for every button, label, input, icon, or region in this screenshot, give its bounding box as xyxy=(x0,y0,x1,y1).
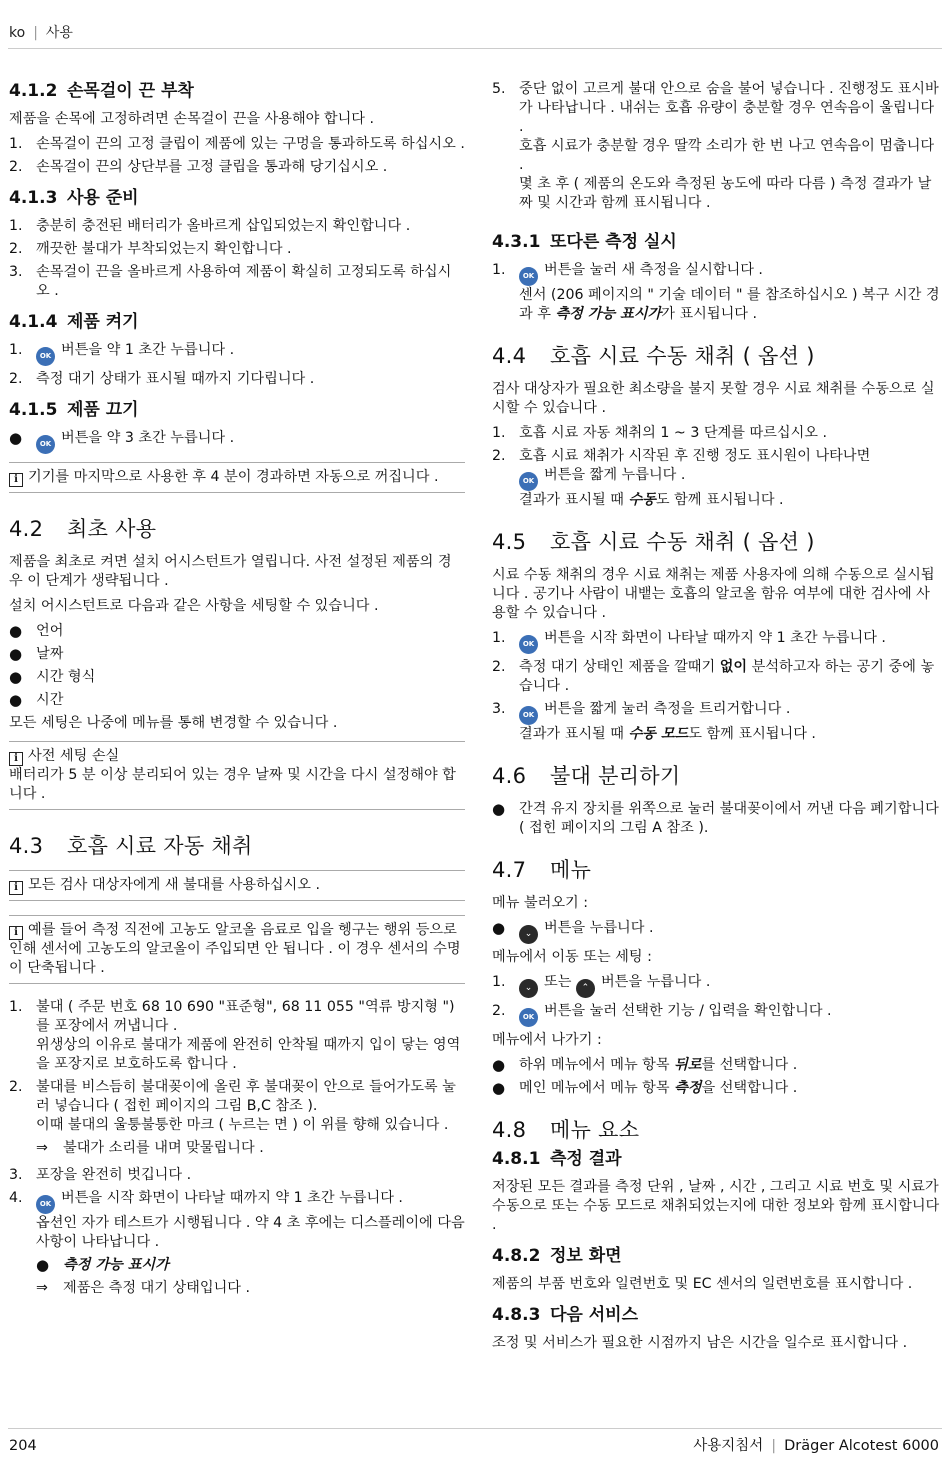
list-item: 1. 손목걸이 끈의 고정 클립이 제품에 있는 구멍을 통과하도록 하십시오 . xyxy=(9,136,465,152)
page-number: 204 xyxy=(9,1438,37,1454)
list-item-text: 도 함께 표시됩니다 . xyxy=(688,726,816,742)
list-item xyxy=(9,668,465,687)
list-item xyxy=(492,1056,942,1075)
list-item: 3. 포장을 완전히 벗깁니다 . xyxy=(9,1166,465,1185)
list-item-text: 깨끗한 불대가 부착되었는지 확인합니다 . xyxy=(36,241,292,257)
menu-item-name: 측정 xyxy=(674,1080,702,1096)
list-item xyxy=(492,919,942,944)
list-item-text: 손목걸이 끈의 상단부를 고정 클립을 통과해 당기십시오 . xyxy=(36,159,388,175)
ok-button-icon: OK xyxy=(36,347,55,366)
section-heading xyxy=(492,231,942,253)
section-heading xyxy=(492,1245,942,1267)
list-item: 4. OK 버튼을 시작 화면이 나타날 때까지 약 1 초간 누릅니다 . 옵션인 자가 테스트가 시행됩니다 . 약 4 초 후에는 디스플레이에 다음 사항이 나타납니다 . ● 측정 가능 표시가 ⇒ 제품은 측정 대기 상태입니다 . xyxy=(9,1190,465,1296)
list-item-text: 하위 메뉴에서 메뉴 항목 xyxy=(519,1057,675,1073)
paragraph: 검사 대상자가 필요한 최소량을 불지 못할 경우 시료 채취를 수동으로 실시할 수 있습니다 . xyxy=(492,381,935,416)
ok-button-icon: OK xyxy=(519,635,538,654)
list-item-text: 버튼을 짧게 누릅니다 . xyxy=(544,467,686,483)
list-item-text: 버튼을 시작 화면이 나타날 때까지 약 1 초간 누릅니다 . xyxy=(61,1190,403,1206)
list-item-text: 불대가 소리를 내며 맞물립니다 . xyxy=(63,1140,264,1156)
list-item-text: 를 선택합니다 . xyxy=(701,1057,798,1073)
list-item-text: 몇 초 후 ( 제품의 온도와 측정된 농도에 따라 다름 ) 측정 결과가 날짜 및 시간과 함께 표시됩니다 . xyxy=(519,176,932,211)
ok-button-icon: OK xyxy=(519,267,538,286)
list-item-text: 포장을 완전히 벗깁니다 . xyxy=(36,1167,192,1183)
section-number: 4.3 xyxy=(9,834,44,858)
down-button-icon: ⌄ xyxy=(519,979,538,998)
section-title: 측정 결과 xyxy=(550,1149,622,1169)
list-item-text: 위생상의 이유로 불대가 제품에 완전히 안착될 때까지 입이 닿는 영역을 포장지로 보호하도록 합니다 . xyxy=(36,1037,461,1072)
section-title: 정보 화면 xyxy=(550,1246,622,1266)
paragraph: 제품을 최초로 켜면 설치 어시스턴트가 열립니다. 사전 설정된 제품의 경우 이 단계가 생략됩니다 . xyxy=(9,554,452,589)
paragraph: 모든 세팅은 나중에 메뉴를 통해 변경할 수 있습니다 . xyxy=(9,715,338,731)
list-item-text: 언어 xyxy=(36,623,64,639)
section-4-4 xyxy=(492,342,942,510)
section-number: 4.5 xyxy=(492,530,527,554)
section-heading xyxy=(492,342,942,370)
list-item xyxy=(9,691,465,710)
result-line xyxy=(36,1279,465,1298)
page-header: ko | 사용 xyxy=(9,25,73,41)
section-4-1-4 xyxy=(9,311,465,389)
list-item: 3. OK 버튼을 짧게 눌러 측정을 트리거합니다 . 결과가 표시될 때 수동 모드도 함께 표시됩니다 . xyxy=(492,701,816,742)
section-title: 다음 서비스 xyxy=(550,1305,639,1325)
section-title: 최초 사용 xyxy=(67,517,157,541)
section-number: 4.1.3 xyxy=(9,188,58,208)
list-item-text: 버튼을 눌러 새 측정을 실시합니다 . xyxy=(544,262,763,278)
list-item-text: 제품은 측정 대기 상태입니다 . xyxy=(63,1280,251,1296)
paragraph: 설치 어시스턴트로 다음과 같은 사항을 세팅할 수 있습니다 . xyxy=(9,598,379,614)
info-note xyxy=(9,462,465,493)
section-heading xyxy=(9,399,465,421)
list-item-text: 측정 대기 상태인 제품을 깔때기 xyxy=(519,659,720,675)
bullet-icon: ● xyxy=(9,668,23,686)
bullet-icon: ● xyxy=(9,429,23,447)
footer-divider xyxy=(8,1428,942,1429)
list-item: 2. OK 버튼을 눌러 선택한 기능 / 입력을 확인합니다 . xyxy=(492,1002,942,1027)
list-item: 2. 측정 대기 상태가 표시될 때까지 기다립니다 . xyxy=(9,370,465,389)
info-icon: i xyxy=(9,473,23,487)
list-item: 1. 충분히 충전된 배터리가 올바르게 삽입되었는지 확인합니다 . xyxy=(9,217,465,236)
display-text: 측정 가능 표시가 xyxy=(63,1257,169,1273)
list-item: 2. 깨끗한 불대가 부착되었는지 확인합니다 . xyxy=(9,240,465,259)
emphasis-text: 없이 xyxy=(719,659,748,675)
section-number: 4.8.2 xyxy=(492,1246,541,1266)
section-4-2 xyxy=(9,515,465,810)
section-title: 제품 켜기 xyxy=(67,312,139,332)
bullet-icon: ● xyxy=(36,1256,50,1274)
section-title: 호흡 시료 수동 채취 ( 옵션 ) xyxy=(550,530,815,554)
note-text: 배터리가 5 분 이상 분리되어 있는 경우 날짜 및 시간을 다시 설정해야 합니다 . xyxy=(9,767,456,802)
header-divider xyxy=(8,48,942,49)
section-title: 메뉴 요소 xyxy=(550,1118,640,1142)
menu-item-name: 뒤로 xyxy=(674,1057,702,1073)
list-item: 1. OK 버튼을 시작 화면이 나타날 때까지 약 1 초간 누릅니다 . xyxy=(492,629,942,654)
list-item xyxy=(9,429,465,454)
list-item xyxy=(9,622,465,641)
bullet-icon: ● xyxy=(9,645,23,663)
up-button-icon: ⌃ xyxy=(576,979,595,998)
info-note xyxy=(9,870,465,901)
list-item-text: 불대 ( 주문 번호 68 10 690 "표준형", 68 11 055 "역류 방지형 ") 를 포장에서 꺼냅니다 . xyxy=(36,999,455,1034)
bullet-icon: ● xyxy=(492,1079,506,1097)
section-4-3-1 xyxy=(492,231,942,324)
section-4-6 xyxy=(492,762,942,838)
section-heading xyxy=(492,1304,942,1326)
list-item: 3. 손목걸이 끈을 올바르게 사용하여 제품이 확실히 고정되도록 하십시오 . xyxy=(9,263,465,301)
list-item: 2. 불대를 비스듬히 불대꽂이에 올린 후 불대꽂이 안으로 들어가도록 눌러 넣습니다 ( 접힌 페이지의 그림 B,C 참조 ). 이때 불대의 울퉁불퉁한 마크 ( 누르는 면 ) 이 위를 향해 있습니다 . ⇒ 불대가 소리를 내며 맞물립니다 . xyxy=(9,1078,465,1162)
section-number: 4.3.1 xyxy=(492,232,541,252)
list-item: 2. 손목걸이 끈의 상단부를 고정 클립을 통과해 당기십시오 . xyxy=(9,158,465,177)
note-title: 사전 세팅 손실 xyxy=(28,748,120,764)
list-item-text: 을 선택합니다 . xyxy=(701,1080,798,1096)
list-item-text: 또는 xyxy=(544,974,572,990)
paragraph: 저장된 모든 결과를 측정 단위 , 날짜 , 시간 , 그리고 시료 번호 및 시료가 수동으로 또는 수동 모드로 채취되었는지에 대한 정보와 함께 표시합니다 . xyxy=(492,1179,940,1233)
footer-product: Dräger Alcotest 6000 xyxy=(784,1438,939,1454)
list-item: 1. OK 버튼을 눌러 새 측정을 실시합니다 . 센서 (206 페이지의 " 기술 데이터 " 를 참조하십시오 ) 복구 시간 경과 후 측정 가능 표시가가 표시됩니다 . xyxy=(492,262,940,322)
section-title: 제품 끄기 xyxy=(67,400,139,420)
list-item-text: 버튼을 누릅니다 . xyxy=(544,920,654,936)
note-text: 기기를 마지막으로 사용한 후 4 분이 경과하면 자동으로 꺼집니다 . xyxy=(28,469,439,485)
bullet-icon: ● xyxy=(9,622,23,640)
list-item-text: 시간 xyxy=(36,692,64,708)
section-title: 불대 분리하기 xyxy=(550,764,681,788)
section-heading xyxy=(492,528,942,556)
ok-button-icon: OK xyxy=(519,1008,538,1027)
paragraph: 제품의 부품 번호와 일련번호 및 EC 센서의 일련번호를 표시합니다 . xyxy=(492,1276,913,1292)
list-item: 1. 호흡 시료 자동 채취의 1 ~ 3 단계를 따르십시오 . xyxy=(492,424,942,443)
bullet-icon: ● xyxy=(492,800,506,818)
left-column xyxy=(9,80,465,1312)
list-item-text: 손목걸이 끈의 고정 클립이 제품에 있는 구멍을 통과하도록 하십시오 . xyxy=(36,136,465,152)
ok-button-icon: OK xyxy=(519,472,538,491)
info-icon: i xyxy=(9,926,23,940)
list-item-text: 결과가 표시될 때 xyxy=(519,492,629,508)
list-item-text: 손목걸이 끈을 올바르게 사용하여 제품이 확실히 고정되도록 하십시오 . xyxy=(36,264,452,299)
section-number: 4.8 xyxy=(492,1118,527,1142)
list-item-text: 이때 불대의 울퉁불퉁한 마크 ( 누르는 면 ) 이 위를 향해 있습니다 . xyxy=(36,1117,449,1133)
section-number: 4.2 xyxy=(9,517,44,541)
paragraph: 제품을 손목에 고정하려면 손목걸이 끈을 사용해야 합니다 . xyxy=(9,111,375,127)
section-4-1-2 xyxy=(9,80,465,177)
section-heading xyxy=(492,1116,942,1144)
section-4-5 xyxy=(492,528,942,744)
bullet-icon: ● xyxy=(9,691,23,709)
list-item xyxy=(36,1256,465,1275)
paragraph: 메뉴 불러오기 : xyxy=(492,895,589,911)
section-heading xyxy=(9,832,465,860)
section-number: 4.1.2 xyxy=(9,81,58,101)
list-item-text: 호흡 시료 자동 채취의 1 ~ 3 단계를 따르십시오 . xyxy=(519,425,828,441)
list-item-text: 도 함께 표시됩니다 . xyxy=(655,492,784,508)
list-item-text: 중단 없이 고르게 불대 안으로 숨을 불어 넣습니다 . 진행정도 표시바가 나타납니다 . 내쉬는 호흡 유량이 충분할 경우 연속음이 울립니다 . xyxy=(519,81,939,135)
list-item-text: 호흡 시료가 충분할 경우 딸깍 소리가 한 번 나고 연속음이 멈춥니다 . xyxy=(519,138,935,173)
section-number: 4.6 xyxy=(492,764,527,788)
list-item-text: 분석하고자 하는 공기 중에 놓습니다 . xyxy=(519,659,935,694)
section-4-8 xyxy=(492,1116,942,1235)
note-text: 예를 들어 측정 직전에 고농도 알코올 음료로 입을 헹구는 행위 등으로 인해 센서에 고농도의 알코올이 주입되면 안 됩니다 . 이 경우 센서의 수명이 단축됩니다 . xyxy=(9,922,461,976)
section-heading xyxy=(492,762,942,790)
note-text: 모든 검사 대상자에게 새 불대를 사용하십시오 . xyxy=(28,877,320,893)
list-item: 2. 호흡 시료 채취가 시작된 후 진행 정도 표시원이 나타나면 OK 버튼을 짧게 누릅니다 . 결과가 표시될 때 수동도 함께 표시됩니다 . xyxy=(492,447,942,510)
result-line xyxy=(36,1139,465,1158)
list-item-text: 버튼을 약 1 초간 누릅니다 . xyxy=(61,342,235,358)
section-title: 사용 준비 xyxy=(67,188,139,208)
list-item-text: 결과가 표시될 때 xyxy=(519,726,629,742)
info-note xyxy=(9,741,465,810)
paragraph: 메뉴에서 나가기 : xyxy=(492,1032,602,1048)
header-lang: ko xyxy=(9,25,26,41)
section-4-8-3 xyxy=(492,1304,942,1353)
list-item-text: 시간 형식 xyxy=(36,669,96,685)
bullet-icon: ● xyxy=(492,919,506,937)
display-text: 수동 xyxy=(628,492,656,508)
footer-doc-type: 사용지침서 xyxy=(693,1438,764,1454)
bullet-icon: ● xyxy=(492,1056,506,1074)
section-4-3 xyxy=(9,832,465,1302)
section-heading xyxy=(9,311,465,333)
ok-button-icon: OK xyxy=(519,706,538,725)
section-heading xyxy=(492,1148,942,1170)
list-item-text: 버튼을 누릅니다 . xyxy=(600,974,711,990)
section-number: 4.8.3 xyxy=(492,1305,541,1325)
section-4-1-5 xyxy=(9,399,465,493)
list-item: 1. OK 버튼을 약 1 초간 누릅니다 . xyxy=(9,341,465,366)
down-button-icon: ⌄ xyxy=(519,925,538,944)
list-item-text: 메인 메뉴에서 메뉴 항목 xyxy=(519,1080,675,1096)
section-title: 호흡 시료 수동 채취 ( 옵션 ) xyxy=(550,344,815,368)
section-4-8-2 xyxy=(492,1245,942,1294)
list-item-text: 호흡 시료 채취가 시작된 후 진행 정도 표시원이 나타나면 xyxy=(519,448,871,464)
section-number: 4.1.4 xyxy=(9,312,58,332)
section-title: 또다른 측정 실시 xyxy=(550,232,677,252)
list-item-text: 측정 대기 상태가 표시될 때까지 기다립니다 . xyxy=(36,371,315,387)
list-item-text: 옵션인 자가 테스트가 시행됩니다 . 약 4 초 후에는 디스플레이에 다음 사항이 나타납니다 . xyxy=(36,1215,465,1250)
section-4-7 xyxy=(492,856,942,1098)
list-item-text: 버튼을 시작 화면이 나타날 때까지 약 1 초간 누릅니다 . xyxy=(544,630,886,646)
section-heading xyxy=(9,80,465,102)
info-note xyxy=(9,915,465,984)
display-text: 측정 가능 표시가 xyxy=(555,306,662,322)
section-heading xyxy=(9,187,465,209)
result-arrow-icon: ⇒ xyxy=(36,1140,48,1156)
list-item: 2. 측정 대기 상태인 제품을 깔때기 없이 분석하고자 하는 공기 중에 놓습니다 . xyxy=(492,659,935,694)
section-number: 4.8.1 xyxy=(492,1149,541,1169)
info-icon: i xyxy=(9,752,23,766)
list-item-text: 버튼을 짧게 눌러 측정을 트리거합니다 . xyxy=(544,701,791,717)
section-title: 손목걸이 끈 부착 xyxy=(67,81,194,101)
list-item xyxy=(492,800,942,838)
info-icon: i xyxy=(9,881,23,895)
page-footer: 사용지침서 | Dräger Alcotest 6000 xyxy=(693,1438,939,1454)
section-number: 4.4 xyxy=(492,344,527,368)
section-title: 호흡 시료 자동 채취 xyxy=(67,834,253,858)
display-text: 수동 모드 xyxy=(628,726,689,742)
result-arrow-icon: ⇒ xyxy=(36,1280,48,1296)
section-4-1-3 xyxy=(9,187,465,301)
list-item: 1. 불대 ( 주문 번호 68 10 690 "표준형", 68 11 055 "역류 방지형 ") 를 포장에서 꺼냅니다 . 위생상의 이유로 불대가 제품에 완전히 안착될 때까지 입이 닿는 영역을 포장지로 보호하도록 합니다 . xyxy=(9,998,465,1074)
right-column xyxy=(492,80,942,1363)
ok-button-icon: OK xyxy=(36,435,55,454)
list-item-text: 센서 (206 페이지의 " 기술 데이터 " 를 참조하십시오 ) 복구 시간 경과 후 xyxy=(519,287,940,322)
ok-button-icon: OK xyxy=(36,1195,55,1214)
section-number: 4.1.5 xyxy=(9,400,58,420)
list-item xyxy=(9,645,465,664)
list-item-text: 날짜 xyxy=(36,646,64,662)
list-item-text: 버튼을 약 3 초간 누릅니다 . xyxy=(61,430,235,446)
section-heading xyxy=(492,856,942,884)
list-item-text: 간격 유지 장치를 위쪽으로 눌러 불대꽂이에서 꺼낸 다음 폐기합니다 ( 접힌 페이지의 그림 A 참조 ). xyxy=(519,801,939,836)
paragraph: 시료 수동 채취의 경우 시료 채취는 제품 사용자에 의해 수동으로 실시됩니다 . 공기나 사람이 내뱉는 호흡의 알코올 함유 여부에 대한 검사에 사용할 수 있습니다 . xyxy=(492,567,935,621)
section-title: 메뉴 xyxy=(550,858,592,882)
list-item-text: 충분히 충전된 배터리가 올바르게 삽입되었는지 확인합니다 . xyxy=(36,218,411,234)
paragraph: 조정 및 서비스가 필요한 시점까지 남은 시간을 일수로 표시합니다 . xyxy=(492,1335,908,1351)
section-number: 4.7 xyxy=(492,858,527,882)
list-item-text: 불대를 비스듬히 불대꽂이에 올린 후 불대꽂이 안으로 들어가도록 눌러 넣습니다 ( 접힌 페이지의 그림 B,C 참조 ). xyxy=(36,1079,456,1114)
section-heading xyxy=(9,515,465,543)
list-item: 1. ⌄ 또는 ⌃ 버튼을 누릅니다 . xyxy=(492,973,942,998)
section-4-3-continued xyxy=(492,80,942,213)
list-item: 5. 중단 없이 고르게 불대 안으로 숨을 불어 넣습니다 . 진행정도 표시바가 나타납니다 . 내쉬는 호흡 유량이 충분할 경우 연속음이 울립니다 . 호흡 시료가 충분할 경우 딸깍 소리가 한 번 나고 연속음이 멈춥니다 . 몇 초 후 ( 제품의 온도와 측정된 농도에 따라 다름 ) 측정 결과가 날짜 및 시간과 함께 표시됩니다 . xyxy=(492,80,942,213)
list-item xyxy=(492,1079,942,1098)
header-section: 사용 xyxy=(45,25,73,41)
list-item-text: 가 표시됩니다 . xyxy=(661,306,758,322)
list-item-text: 버튼을 눌러 선택한 기능 / 입력을 확인합니다 . xyxy=(544,1003,832,1019)
paragraph: 메뉴에서 이동 또는 세팅 : xyxy=(492,949,652,965)
